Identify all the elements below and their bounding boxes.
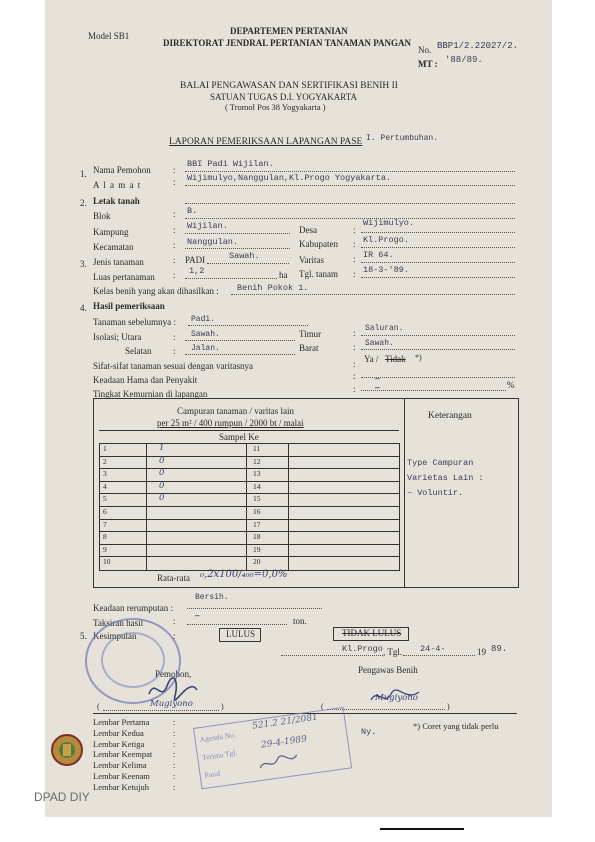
rerumputan-value: Bersih. [195,593,229,602]
kampung-value: Wijilan. [187,221,228,231]
sample-number: 18 [253,532,261,542]
taksiran-label: Taksiran hasil [93,618,144,628]
luas-unit: ha [279,270,288,280]
tgl-label: , Tgl. [383,647,403,657]
jenis-prefix: PADI [185,255,206,265]
taksiran-value: – [195,610,200,620]
timur-value: Saluran. [365,324,404,333]
sample-value: 0 [159,468,165,479]
desa-value: Wijimulyo. [363,218,415,228]
sifat-note: *) [415,353,422,362]
sample-number: 12 [253,456,261,466]
sample-number: 8 [103,532,107,542]
agenda-stamp [193,707,352,790]
sifat-label: Sifat-sifat tanaman sesuai dengan varitasnya [93,361,253,371]
sample-number: 3 [103,469,107,479]
sample-number: 4 [103,481,107,491]
grid-row-line [99,519,399,520]
kabupaten-value: Kl.Progo. [363,235,409,245]
grid-row-line [99,531,399,532]
tromol-address: ( Tromol Pos 38 Yogyakarta ) [225,102,326,112]
keterangan-header: Keterangan [428,411,472,421]
kampung-label: Kampung [93,227,129,237]
rata-rata-label: Rata-rata [157,573,190,583]
luas-label: Luas pertanaman [93,272,155,282]
alamat-label: A l a m a t [93,180,142,190]
jenis-tanaman-value: Sawah. [229,251,260,261]
sifat-tidak: Tidak [385,354,406,364]
grid-row-line [99,506,399,507]
rata-rata-value: ₀,2x100/₄₀₀=0,0% [200,569,288,580]
taksiran-unit: ton. [293,616,307,626]
grid-row-line [99,456,399,457]
selatan-value: Jalan. [191,344,220,353]
sample-number: 16 [253,507,261,516]
sample-number: 20 [253,557,261,567]
tingkat-value: – [375,382,380,392]
varitas-value: IR 64. [363,250,394,260]
sample-number: 11 [253,444,261,453]
varitas-label: Varitas [299,255,324,265]
sample-number: 6 [103,507,107,516]
tgl-tanam-label: Tgl. tanam [299,269,338,279]
blok-label: Blok [93,211,111,221]
table-head-2: per 25 m² / 400 rumpun / 2000 bt / malai [157,418,304,428]
isolasi-utara-value: Sawah. [191,330,220,339]
luas-value: 1,2 [189,266,205,276]
sample-number: 15 [253,494,261,504]
document-page: Model SB1 DEPARTEMEN PERTANIAN DIREKTORAT JENDRAL PERTANIAN TANAMAN PANGAN No. BBP1/2.22027/2. MT : '88/89. BALAI PENGAWASAN DAN SERTIFIKASI BENIH II SATUAN TUGAS D.I. YOGYAKARTA ( Tromol Pos 38 Yogyakarta ) LAPORAN PEMERIKSAAN LAPANGAN PASE I. Pertumbuhan. 1. Nama Pemohon : BBI Padi Wijilan. A l a m a t : Wijimulyo,Nanggulan,Kl.Progo Yogyakarta. 2. Letak tanah Blok : B. Kampung : Wijilan. Desa : Wijimulyo. Kecamatan : Nanggulan. Kabupaten : Kl.Progo. 3. Jenis tanaman : PADI Sawah. Varitas : IR 64. Luas pertanaman : 1,2 ha Tgl. tanam : 18-3-'89. Kelas benih yang akan dihasilkan : Benih Pokok 1. 4. Hasil pemeriksaan Tanaman sebelumnya : Padi. Isolasi; Utara : Sawah. Timur : Saluran. Selatan : Jalan. Barat : Sawah. Sifat-sifat tanaman sesuai dengan varitasnya : Ya / Tidak *) Keadaan Hama dan Penyakit : – Tingkat Kemurnian di lapangan : – % Campuran tanaman / varitas lain per 25 m² / 400 rumpun / 2000 bt / malai Keterangan Sampel Ke Type Campuran Varietas Lain : – Voluntir. Rata-rata ₀,2x100/₄₀₀=0,0% Bersih. Keadaan rerumputan : – Taksiran hasil : ton. 5. Kesimpulan : LULUS TIDAK LULUS Kl.Progo , Tgl. 24-4- 19 89. Pemohon, Pengawas Benih ( Mugiyono ) ( Mugiyono ) Ny. *) Coret yang tidak perlu Agenda No. 521.2 21/2081 Terima Tgl. 29-4-1989 Paraf 1 1 2 0 3 0 4 0 5 0 6 7 8 9 10 11 12 13 14 15 16 17 18 19 20 Lembar Pertama : Lembar Kedua : Lembar Ketiga : Lembar Keempat : Lembar Kelima : Lembar Keenam : Lembar Ketujuh : [45,0,552,817]
tanaman-sebelumnya-label: Tanaman sebelumnya : [93,317,176,327]
section-2-number: 2. [80,198,87,208]
grid-row-line [99,481,399,482]
sample-number: 14 [253,481,261,491]
sample-value: 1 [159,443,165,453]
coret-note: *) Coret yang tidak perlu [413,721,499,731]
kecamatan-value: Nanggulan. [187,237,239,247]
selatan-label: Selatan [125,346,152,356]
grid-row-line [99,544,399,545]
letak-tanah-label: Letak tanah [93,196,140,206]
no-value: BBP1/2.22027/2. [437,41,519,51]
department-title: DEPARTEMEN PERTANIAN [230,26,348,36]
pemohon-label: Pemohon, [155,669,192,679]
ny-label: Ny. [361,727,377,737]
sign-date: 24-4- [420,644,446,654]
blok-value: B. [187,206,198,216]
section-4-number: 4. [80,303,87,313]
pengawas-label: Pengawas Benih [358,665,418,675]
sample-number: 7 [103,519,107,529]
mt-value: '88/89. [445,55,483,65]
agenda-label: Agenda No. [199,730,237,745]
lembar-item: Lembar Keempat [93,749,153,760]
lembar-item: Lembar Ketiga [93,738,145,749]
nama-pemohon-value: BBI Padi Wijilan. [187,159,274,169]
grid-row-line [99,556,399,557]
section-3-number: 3. [80,259,87,269]
pengawas-name: Mugiyono [375,693,418,703]
model-label: Model SB1 [88,31,130,41]
balai-title: BALAI PENGAWASAN DAN SERTIFIKASI BENIH II [180,81,398,91]
sign-year: 89. [491,644,508,654]
watermark: DPAD DIY [34,790,90,804]
sign-place: Kl.Progo [342,644,383,654]
kecamatan-label: Kecamatan [93,242,134,252]
sample-number: 13 [253,469,261,479]
grid-row-line [99,468,399,469]
sample-number: 19 [253,544,261,554]
lulus-option: LULUS [226,629,255,639]
barat-value: Sawah. [365,339,394,348]
sample-number: 5 [103,494,107,504]
sample-number: 1 [103,444,107,453]
barat-label: Barat [299,343,319,353]
no-label: No. [418,45,432,55]
sampel-grid [99,443,400,571]
kelas-benih-label: Kelas benih yang akan dihasilkan : [93,286,219,296]
section-1-number: 1. [80,169,87,179]
timur-label: Timur [299,329,322,339]
terima-label: Terima Tgl. [201,748,238,762]
bottom-rule [380,828,464,830]
tgl-tanam-value: 18-3-'89. [363,265,409,275]
keterangan-line-1: Type Campuran [407,458,474,468]
alamat-value: Wijimulyo,Nanggulan,Kl.Progo Yogyakarta. [187,173,392,183]
sifat-ya: Ya / [364,354,379,364]
hama-label: Keadaan Hama dan Penyakit [93,375,198,385]
rerumputan-label: Keadaan rerumputan : [93,603,173,613]
sample-value: 0 [159,480,165,491]
grid-row-line [99,493,399,494]
paraf-label: Paraf [204,768,222,780]
lembar-item: Lembar Keenam [93,771,150,781]
kabupaten-label: Kabupaten [299,239,338,249]
tidak-lulus-option: TIDAK LULUS [342,628,402,638]
tingkat-unit: % [507,380,515,390]
directorate-title: DIREKTORAT JENDRAL PERTANIAN TANAMAN PANGAN [163,38,412,48]
keterangan-line-3: – Voluntir. [407,488,464,498]
sample-value: 0 [159,493,165,504]
kesimpulan-label: Kesimpulan [93,631,137,641]
table-head-1: Campuran tanaman / varitas lain [177,406,294,416]
regional-emblem-icon [49,730,85,770]
sampel-header: Sampel Ke [219,432,259,442]
jenis-tanaman-label: Jenis tanaman [93,257,144,267]
year-prefix: 19 [477,647,486,657]
sample-number: 2 [103,456,107,466]
lembar-item: Lembar Pertama [93,717,150,727]
pemohon-name: Mugiyono [150,699,193,709]
sample-number: 10 [103,557,111,567]
nama-pemohon-label: Nama Pemohon [93,165,151,175]
lembar-item: Lembar Kelima [93,760,147,771]
hama-value: – [375,373,380,383]
agenda-value: 521.2 21/2081 [251,712,319,732]
desa-label: Desa [299,225,317,235]
satuan-title: SATUAN TUGAS D.I. YOGYAKARTA [210,92,357,102]
terima-value: 29-4-1989 [260,734,308,751]
keterangan-line-2: Varietas Lain : [407,473,484,483]
hasil-pemeriksaan-label: Hasil pemeriksaan [93,301,165,311]
paraf-signature [257,750,303,774]
sample-number: 9 [103,544,107,554]
report-title: LAPORAN PEMERIKSAAN LAPANGAN PASE [169,137,363,147]
kelas-benih-value: Benih Pokok 1. [237,283,309,293]
isolasi-utara-label: Isolasi; Utara [93,332,142,342]
lembar-item: Lembar Kedua [93,727,144,738]
section-5-number: 5. [80,631,87,641]
sample-value: 0 [159,455,165,466]
lembar-item: Lembar Ketujuh [93,781,149,792]
tanaman-sebelumnya-value: Padi. [191,315,216,324]
mt-label: MT : [418,59,438,69]
report-phase: I. Pertumbuhan. [366,134,439,143]
tingkat-label: Tingkat Kemurnian di lapangan [93,389,208,399]
sample-number: 17 [253,519,261,529]
